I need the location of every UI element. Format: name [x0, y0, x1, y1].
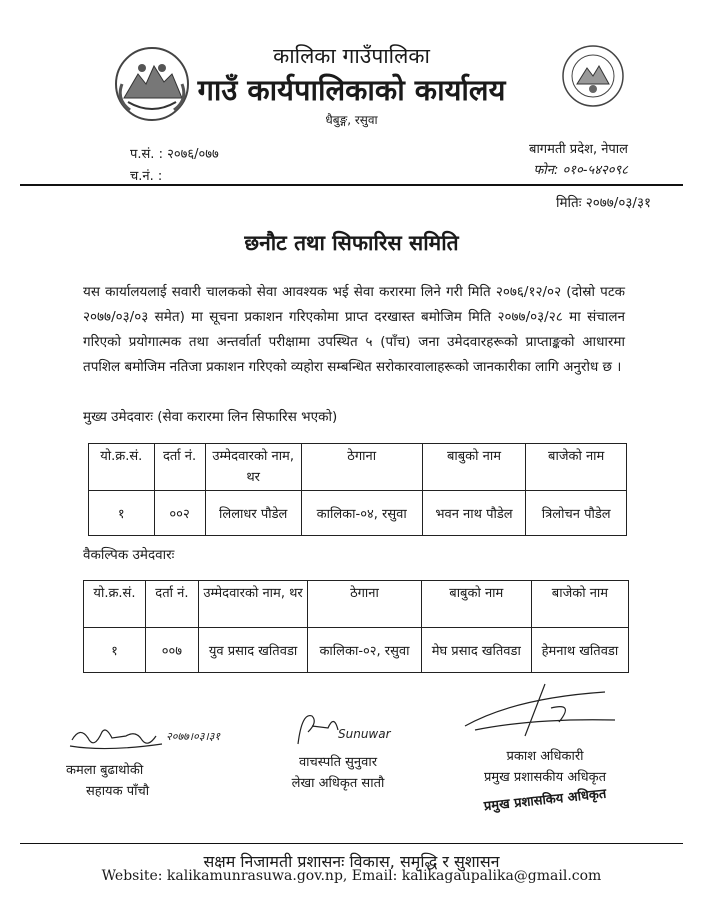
col-header: बाबुको नाम	[421, 581, 531, 628]
col-header: दर्ता नं.	[145, 581, 198, 628]
cell: कालिका-०२, रसुवा	[308, 628, 422, 673]
cell: त्रिलोचन पौडेल	[526, 491, 627, 536]
signature-block-1	[66, 722, 256, 802]
footer-motto: सक्षम निजामती प्रशासनः विकास, समृद्धि र सुशासन	[203, 852, 500, 871]
official-stamp: प्रमुख प्रशासकिय अधिकृत	[483, 786, 608, 815]
header-municipality: कालिका गाउँपालिका	[273, 44, 430, 68]
signer-name-3: प्रकाश अधिकारी	[506, 749, 584, 764]
main-candidate-table	[88, 443, 627, 536]
signature-block-2	[268, 706, 408, 794]
cell: लिलाधर पौडेल	[205, 491, 301, 536]
signer-post-3: प्रमुख प्रशासकीय अधिकृत	[483, 770, 607, 785]
body-paragraph: यस कार्यालयलाई सवारी चालकको सेवा आवश्यक भई सेवा करारमा लिने गरी मिति २०७६/१२/०२ (दोस्रो पटक २०७७/०३/०३ समेत) मा सूचना प्रकाशन गरिएकोमा प्राप्त दरखास्त बमोजिम मिति २०७७/०३/२८ मा संचालन गरिएको प्रयोगात्मक तथा अन्तर्वार्ता परीक्षामा उपस्थित ५ (पाँच) जना उमेदवारहरूको प्राप्ताङ्कको आधारमा तपशिल बमोजिम नतिजा प्रकाशन गरिएको व्यहोरा सम्बन्धित सरोकारवालाहरूको जानकारीका लागि अनुरोध छ ।	[83, 284, 625, 375]
signature-block-3	[455, 678, 635, 815]
col-header: दर्ता नं.	[154, 444, 205, 491]
col-header: ठेगाना	[308, 581, 422, 628]
signer-name-2: वाचस्पति सुनुवार	[298, 755, 378, 770]
table-row	[84, 628, 629, 673]
cell: कालिका-०४, रसुवा	[301, 491, 422, 536]
alt-candidate-table	[83, 580, 629, 673]
col-header: उम्मेदवारको नाम, थर	[198, 581, 307, 628]
col-header: बाजेको नाम	[531, 581, 628, 628]
signature-scribble-3	[455, 678, 635, 742]
cell: ००२	[154, 491, 205, 536]
col-header: उम्मेदवारको नाम, थर	[205, 444, 301, 491]
cell: ००७	[145, 628, 198, 673]
province: बागमती प्रदेश, नेपाल	[529, 142, 628, 157]
table-header-row	[84, 581, 629, 628]
cell: मेघ प्रसाद खतिवडा	[421, 628, 531, 673]
col-header: बाबुको नाम	[422, 444, 526, 491]
header-location: धैबुङ्ग, रसुवा	[325, 113, 378, 127]
letter-date: मितिः २०७७/०३/३१	[555, 195, 651, 211]
table-row	[89, 491, 627, 536]
signature-scribble-1	[66, 722, 256, 756]
cell: युव प्रसाद खतिवडा	[198, 628, 307, 673]
signer-post-2: लेखा अधिकृत सातौ	[291, 776, 385, 791]
dispatch-number: च.नं. :	[130, 169, 163, 184]
cell: हेमनाथ खतिवडा	[531, 628, 628, 673]
signature-scribble-2	[268, 706, 408, 748]
header-divider	[20, 184, 683, 186]
col-header: यो.क्र.सं.	[84, 581, 146, 628]
footer-divider	[20, 843, 683, 844]
signer-name-1: कमला बुढाथोकी	[66, 763, 144, 778]
ref-number: प.सं. : २०७६/०७७	[130, 147, 219, 162]
alt-candidate-heading: वैकल्पिक उमेदवारः	[83, 547, 175, 563]
table-header-row	[89, 444, 627, 491]
cell: १	[84, 628, 146, 673]
col-header: बाजेको नाम	[526, 444, 627, 491]
signer-post-1: सहायक पाँचौ	[86, 784, 150, 799]
cell: १	[89, 491, 155, 536]
header-office: गाउँ कार्यपालिकाको कार्यालय	[197, 73, 506, 107]
col-header: ठेगाना	[301, 444, 422, 491]
footer-contact: Website: kalikamunrasuwa.gov.np, Email: kalikagaupalika@gmail.com	[101, 868, 602, 884]
col-header: यो.क्र.सं.	[89, 444, 155, 491]
cell: भवन नाथ पौडेल	[422, 491, 526, 536]
letter-title: छनौट तथा सिफारिस समिति	[244, 231, 459, 255]
main-candidate-heading: मुख्य उमेदवारः (सेवा करारमा लिन सिफारिस भएको)	[83, 409, 338, 425]
signature-date: २०७७।०३।३१	[166, 730, 221, 743]
phone: फोन: ०१०-५४२०९८	[533, 163, 628, 178]
signature-text: Sunuwar	[338, 727, 391, 741]
